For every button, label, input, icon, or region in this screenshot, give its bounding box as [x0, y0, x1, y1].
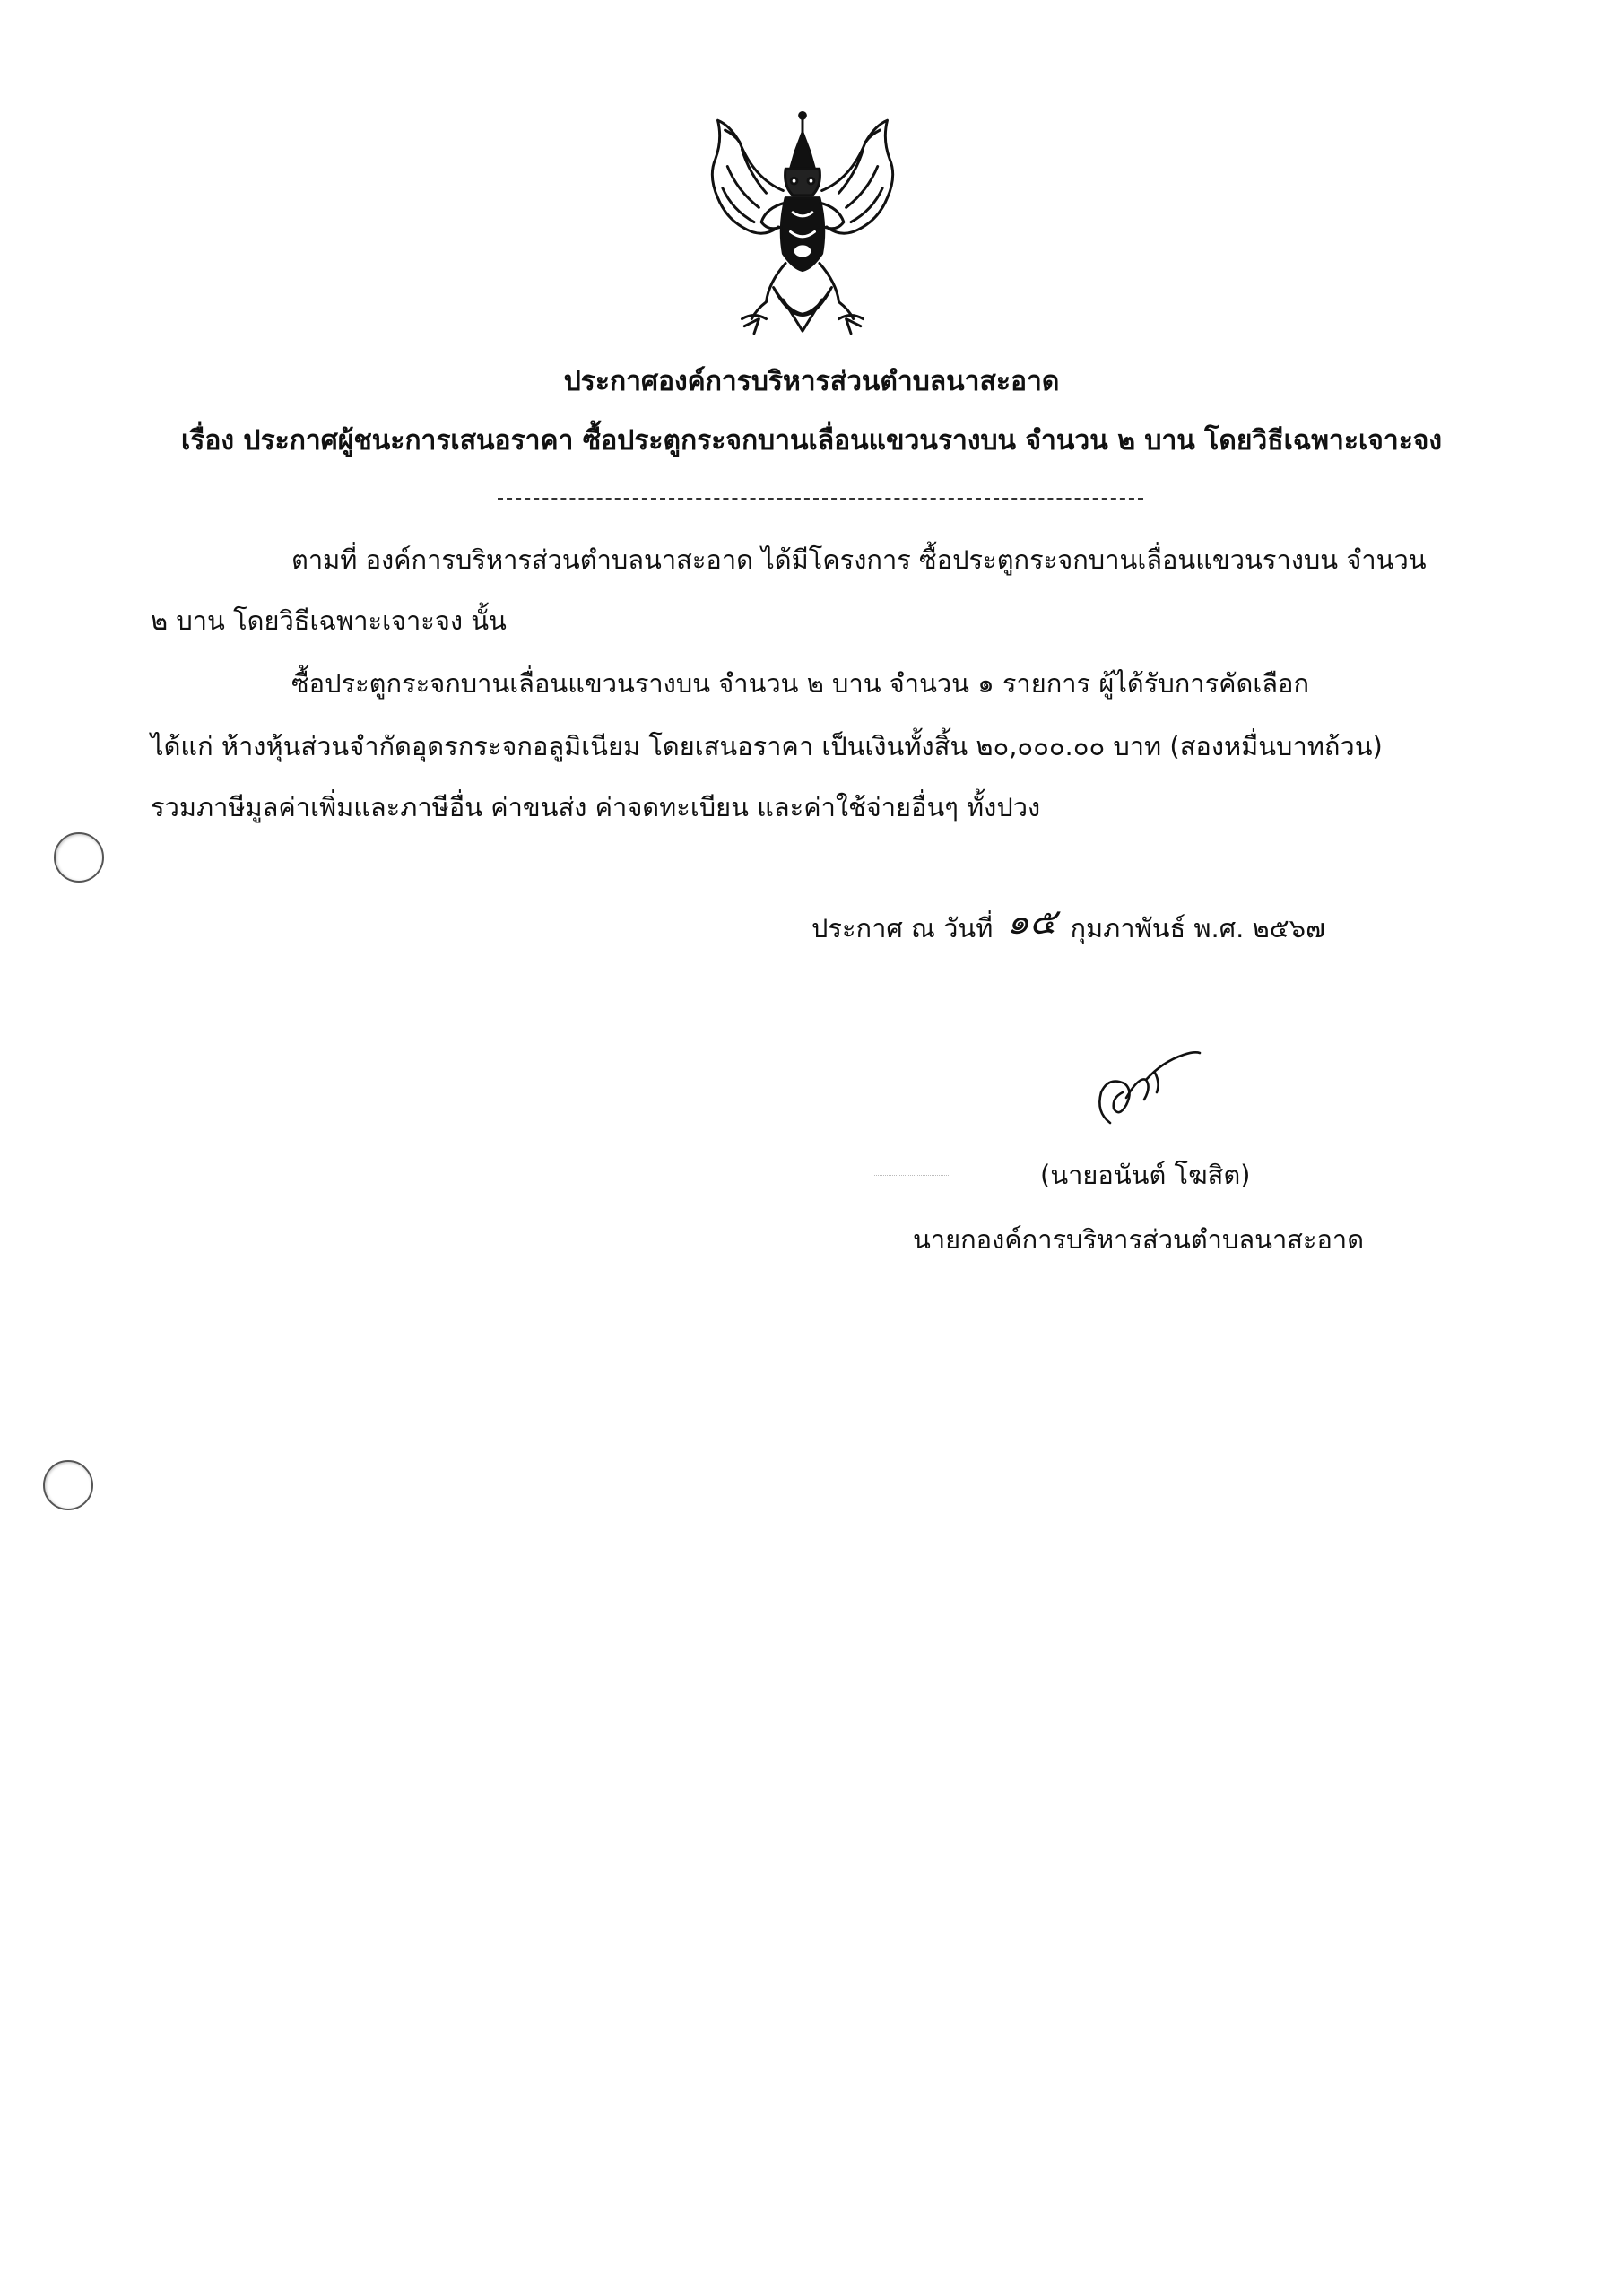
announcement-subject: เรื่อง ประกาศผู้ชนะการเสนอราคา ซื้อประตูกระจกบานเลื่อนแขวนรางบน จำนวน ๒ บาน โดยวิธีเฉพาะเจาะจง	[180, 425, 1443, 457]
faint-scan-mark	[874, 1175, 950, 1176]
paragraph-2-line-1: ซื้อประตูกระจกบานเลื่อนแขวนรางบน จำนวน ๒ บาน จำนวน ๑ รายการ ผู้ได้รับการคัดเลือก	[291, 668, 1310, 699]
announcement-title: ประกาศองค์การบริหารส่วนตำบลนาสะอาด	[563, 366, 1060, 397]
paragraph-2-line-2: ได้แก่ ห้างหุ้นส่วนจำกัดอุดรกระจกอลูมิเนียม โดยเสนอราคา เป็นเงินทั้งสิ้น ๒๐,๐๐๐.๐๐ บาท (สองหมื่นบาทถ้วน)	[151, 731, 1383, 761]
paragraph-1-line-1: ตามที่ องค์การบริหารส่วนตำบลนาสะอาด ได้มีโครงการ ซื้อประตูกระจกบานเลื่อนแขวนรางบน จำนวน	[291, 544, 1427, 575]
punch-hole	[54, 832, 104, 883]
date-suffix: กุมภาพันธ์ พ.ศ. ๒๕๖๗	[1070, 913, 1325, 944]
title-separator	[498, 498, 1143, 500]
date-day-handwritten: ๑๕	[1006, 901, 1057, 943]
signatory-title: นายกองค์การบริหารส่วนตำบลนาสะอาด	[913, 1224, 1365, 1255]
signature-icon	[1076, 1040, 1202, 1139]
punch-hole	[43, 1460, 93, 1510]
signatory-name: (นายอนันต์ โฆสิต)	[1040, 1160, 1251, 1190]
date-prefix: ประกาศ ณ วันที่	[812, 913, 994, 944]
announcement-date	[812, 901, 1325, 946]
paragraph-2-line-3: รวมภาษีมูลค่าเพิ่มและภาษีอื่น ค่าขนส่ง ค่าจดทะเบียน และค่าใช้จ่ายอื่นๆ ทั้งปวง	[151, 792, 1041, 822]
garuda-emblem-icon	[681, 106, 924, 348]
paragraph-1-line-2: ๒ บาน โดยวิธีเฉพาะเจาะจง นั้น	[151, 605, 507, 636]
